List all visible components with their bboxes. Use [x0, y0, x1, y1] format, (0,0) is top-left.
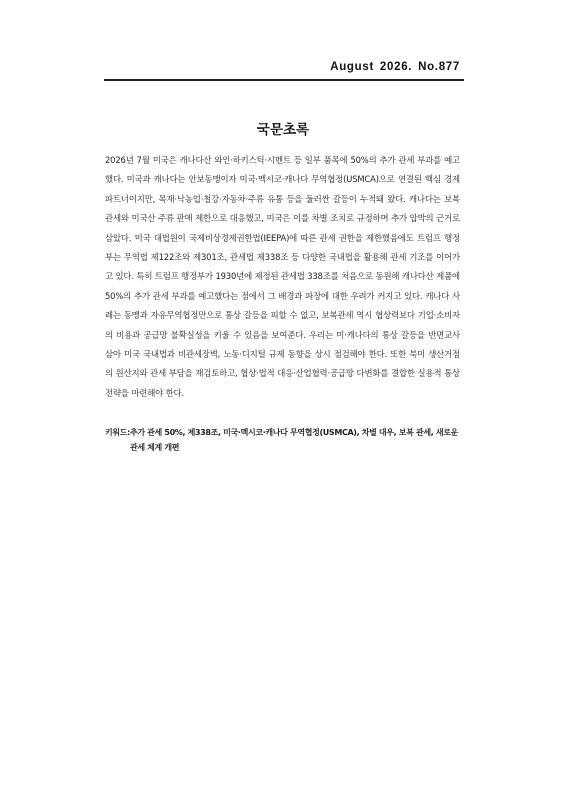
keywords-section: [105, 425, 465, 455]
keywords-row: [105, 425, 465, 455]
abstract-body: 2026년 7월 미국은 캐나다산 와인·하키스틱·시멘트 등 일부 품목에 50%의 추가 관세 부과를 예고했다. 미국과 캐나다는 안보동맹이자 미국·멕시코·캐나다 무역협정(USMCA)으로 연결된 핵심 경제 파트너이지만, 목재·낙농업·철강·자동차·주류 유통 등을 둘러싼 갈등이 누적돼 왔다. 캐나다는 보복관세와 미국산 주류 판매 제한으로 대응했고, 미국은 이를 차별 조치로 규정하며 추가 압박의 근거로 삼았다. 미국 대법원이 국제비상경제권한법(IEEPA)에 따른 관세 권한을 제한했음에도 트럼프 행정부는 무역법 제122조와 제301조, 관세법 제338조 등 다양한 국내법을 활용해 관세 기조를 이어가고 있다. 특히 트럼프 행정부가 1930년에 제정된 관세법 338조를 처음으로 동원해 캐나다산 제품에 50%의 추가 관세 부과를 예고했다는 점에서 그 배경과 파장에 대한 우려가 커지고 있다. 캐나다 사례는 동맹과 자유무역협정만으로 통상 갈등을 피할 수 없고, 보복관세 역시 협상력보다 기업·소비자의 비용과 공급망 불확실성을 키울 수 있음을 보여준다. 우리는 미·캐나다의 통상 갈등을 반면교사 삼아 미국 국내법과 비관세장벽, 노동·디지털 규제 동향을 상시 점검해야 한다. 또한 북미 생산거점의 원산지와 관세 부담을 재검토하고, 협상·법적 대응·산업협력·공급망 다변화를 결합한 실용적 통상전략을 마련해야 한다.: [105, 155, 460, 398]
issue-header: [104, 60, 464, 81]
header-rule: [104, 79, 464, 81]
issue-label: August 2026. No.877: [330, 61, 460, 73]
keywords-label: 키워드:: [105, 428, 130, 437]
abstract-title: 국문초록: [256, 122, 310, 138]
keywords-text: 추가 관세 50%, 제338조, 미국·멕시코·캐나다 무역협정(USMCA), 차별 대우, 보복 관세, 새로운 관세 체계 개편: [129, 428, 459, 452]
